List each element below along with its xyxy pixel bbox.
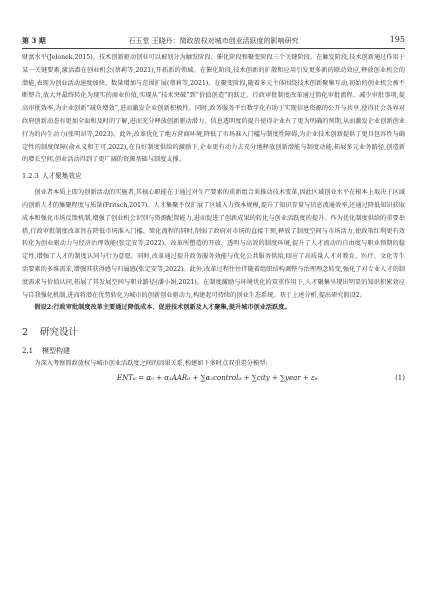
equation-number: (1) <box>395 373 405 382</box>
equation-formula: ENTᵢₜ = α₀ + α₁AARᵢₜ + ∑α₂controlᵢₜ + ∑city + ∑year + εᵢₜ <box>117 373 318 382</box>
subheading-number: 1.2.3 <box>22 172 39 181</box>
issue-label: 第 3 期 <box>22 36 46 45</box>
article-body <box>22 52 405 389</box>
section-number: 2 <box>22 327 29 339</box>
subsection-number: 2.1 <box>22 347 34 356</box>
page-header <box>22 36 405 48</box>
talent-paragraph: 创业者本质上即为创新活动的实施者,其核心职能在于通过对生产要素的重新组合来推动技术变革,因此区域创业水平在根本上取决于区域内创新人才的集聚程度与质量(Fritsch,2017)。人才集聚不仅扩展了区域人力资本规模,提升了知识存量与信息流通效率,还通过降低知识获取成本和强化市场反馈机制,增强了创业机会识别与资源配置能力,进而促进了创新成果的转化与创业活跃度的提升。作为优化制度供给的重要举措,行政审批制度改革旨在降低市场准入门槛、简化流程的同时,削弱了政府对市场的直接干预,释放了制度空间与市场活力,使政策红利更有效转化为创业驱动力与经济治理效能(张定安等,2022)。改革所塑造的开放、透明与高效的制度环境,提升了人才流动的自由度与职业预期的稳定性,增强了人才的制度认同与行为意愿。同时,改革通过提升政务服务效能与优化公共服务供给,回应了高质量人才对教育、医疗、文化等生活要素的多维需求,增强其获得感与归属感(张定安等,2022)。此外,改革过程往往伴随着组织结构调整与治理理念转变,强化了对专业人才的制度需求与价值认同,拓展了其发展空间与职业路径(潘小娟,2021)。在制度激励与环境优化的双重作用下,人才聚集呈现出明显的知识积累效应与自我强化机制,进而将潜在优势转化为城市的创新创业驱动力,构建起可持续的创业生态系统。基于上述分析,提出研究假设2。 <box>22 189 405 299</box>
page-number: 195 <box>389 35 405 44</box>
subheading <box>22 170 405 183</box>
equation <box>22 373 405 389</box>
section-title: 研究设计 <box>40 327 79 339</box>
section-heading <box>22 325 405 341</box>
running-title: 石玉堂 王晓丹：简政放权对城市创业活跃度的影响研究 <box>128 37 299 45</box>
model-intro-text: 为深入考察简政放权与城市创业活跃度之间的因果关系,构建如下多时点双重差分模型: <box>34 360 268 368</box>
header-rule <box>22 48 405 49</box>
subsection-title: 模型构建 <box>42 347 70 356</box>
body-paragraph: 财富水平(Jelonek,2015)。技术创新驱动创业可以被划分为触发阶段、催化阶段和聚变阶段三个关键阶段。在触发阶段,技术创新通过作用于某一关键要素,激活潜在创业机会(蔡莉等,2021),开拓新的领域。在催化阶段,技术创新的扩散和应用引发更多新的联动效应,释放创业机会的潜能,表现为创业活动速度加快、数量增加与范围扩展(蔡莉等,2021)。在聚变阶段,随着多元主体围绕技术创新聚集互动,初始的创业机会被不断整合,放大并最终转化为现实的商业价值,实现从“技术突破”到“价值创造”的跃迁。行政审批制度改革通过简化审批流程、减少审批事项,提高审批效率,为企业创新“减负增效”,进而激发企业创新积极性。同时,政务服务平台数字化有助于实现信息资源的公开与共享,使得社会各界对政府创新动态有更加全面和及时的了解,进而充分释放创新驱动潜力。信息透明度的提升使得企业有了更为明确的预期,从而激发企业创新创业行为的内生动力(张明昂等,2023)。此外,改革优化了地方营商环境,降低了市场准入门槛与制度性障碍,为企业技术创新提供了更具包容性与确定性的制度保障(俞永义和王可,2022),在良好制度供给的激励下,企业更有动力去充分地释放创新潜能与制度动能,拓展多元业务路径,创造新的增长空间,创业活动得到了更广阔的资源基础与制度支撑。 <box>22 54 405 164</box>
subsection-heading <box>22 344 405 358</box>
hypothesis-paragraph <box>22 302 405 315</box>
hypothesis-text: 假设2:行政审批制度改革主要通过降低成本、促进技术创新及人才聚集,提升城市创业活跃度。 <box>34 304 291 312</box>
subheading-title: 人才聚集效应 <box>42 172 82 181</box>
